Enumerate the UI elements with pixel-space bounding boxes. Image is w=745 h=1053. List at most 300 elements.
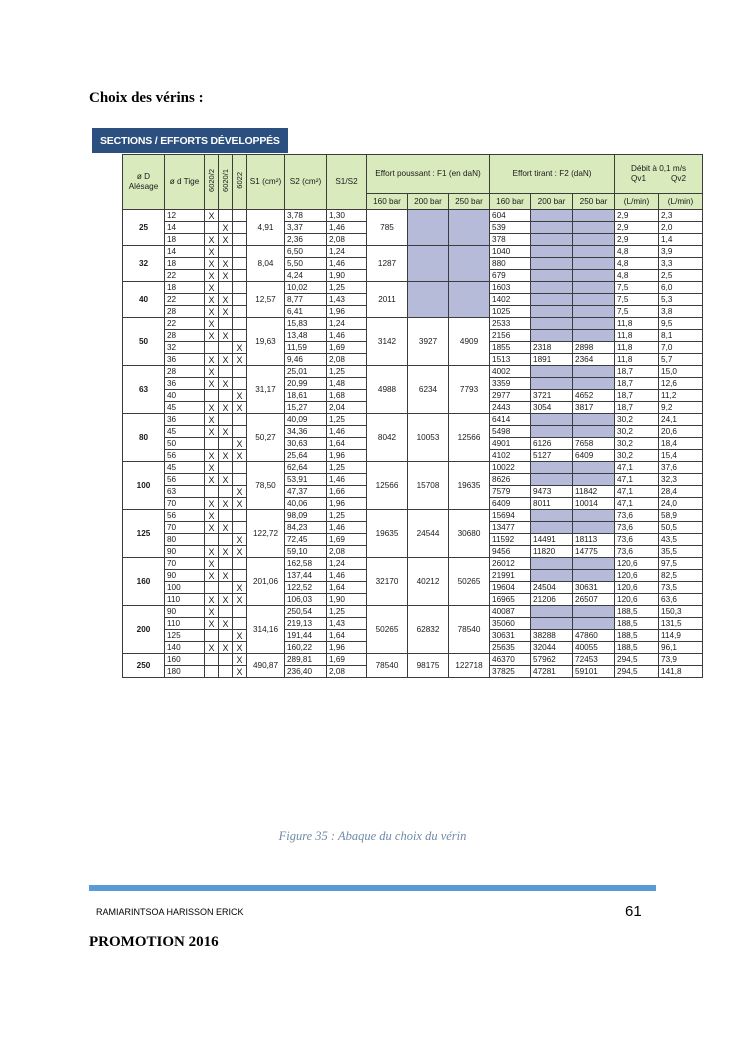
ratio-cell: 1,25 bbox=[327, 510, 367, 522]
compat-6020-1-cell: X bbox=[219, 522, 233, 534]
compat-6020-2-cell: X bbox=[205, 546, 219, 558]
compat-6020-2-cell bbox=[205, 630, 219, 642]
qv2-cell: 50,5 bbox=[659, 522, 703, 534]
f1-250-cell bbox=[449, 210, 490, 246]
header-6020-2 bbox=[205, 155, 219, 210]
compat-6020-1-cell bbox=[219, 534, 233, 546]
tige-cell: 18 bbox=[165, 258, 205, 270]
compat-6020-2-cell: X bbox=[205, 270, 219, 282]
header-tige: ø d Tige bbox=[165, 155, 205, 210]
header-f2: Effort tirant : F2 (daN) bbox=[490, 155, 615, 194]
s2-cell: 47,37 bbox=[285, 486, 327, 498]
tige-cell: 32 bbox=[165, 342, 205, 354]
s2-cell: 8,77 bbox=[285, 294, 327, 306]
compat-6022-cell bbox=[233, 378, 247, 390]
f2-250-cell bbox=[573, 414, 615, 426]
f2-200-cell bbox=[531, 474, 573, 486]
f2-250-cell bbox=[573, 234, 615, 246]
ratio-cell: 1,43 bbox=[327, 618, 367, 630]
s2-cell: 3,78 bbox=[285, 210, 327, 222]
tige-cell: 180 bbox=[165, 666, 205, 678]
qv2-cell: 58,9 bbox=[659, 510, 703, 522]
qv1-cell: 7,5 bbox=[615, 294, 659, 306]
tige-cell: 36 bbox=[165, 378, 205, 390]
f1-250-cell: 7793 bbox=[449, 366, 490, 414]
ratio-cell: 1,46 bbox=[327, 222, 367, 234]
qv2-cell: 15,4 bbox=[659, 450, 703, 462]
qv1-cell: 4,8 bbox=[615, 270, 659, 282]
qv2-cell: 96,1 bbox=[659, 642, 703, 654]
ratio-cell: 2,08 bbox=[327, 546, 367, 558]
compat-6022-cell bbox=[233, 618, 247, 630]
f2-160-cell: 3359 bbox=[490, 378, 531, 390]
f1-160-cell: 8042 bbox=[367, 414, 408, 462]
compat-6020-1-cell: X bbox=[219, 642, 233, 654]
tige-cell: 90 bbox=[165, 570, 205, 582]
table-row bbox=[123, 246, 703, 258]
compat-6020-1-cell bbox=[219, 558, 233, 570]
header-f2-160: 160 bar bbox=[490, 194, 531, 210]
compat-6020-2-cell: X bbox=[205, 522, 219, 534]
s2-cell: 3,37 bbox=[285, 222, 327, 234]
f2-160-cell: 37825 bbox=[490, 666, 531, 678]
compat-6020-2-cell bbox=[205, 342, 219, 354]
compat-6020-2-cell bbox=[205, 654, 219, 666]
compat-6020-2-cell: X bbox=[205, 330, 219, 342]
f2-200-cell bbox=[531, 282, 573, 294]
qv2-cell: 18,4 bbox=[659, 438, 703, 450]
ratio-cell: 1,66 bbox=[327, 486, 367, 498]
ratio-cell: 1,25 bbox=[327, 606, 367, 618]
ratio-cell: 1,46 bbox=[327, 522, 367, 534]
header-alesage: ø D Alésage bbox=[123, 155, 165, 210]
tige-cell: 28 bbox=[165, 306, 205, 318]
compat-6022-cell bbox=[233, 522, 247, 534]
f2-200-cell: 38288 bbox=[531, 630, 573, 642]
f2-250-cell: 7658 bbox=[573, 438, 615, 450]
tige-cell: 45 bbox=[165, 426, 205, 438]
compat-6020-2-cell bbox=[205, 534, 219, 546]
f1-200-cell: 10053 bbox=[408, 414, 449, 462]
f2-200-cell bbox=[531, 510, 573, 522]
f2-250-cell bbox=[573, 522, 615, 534]
f1-200-cell bbox=[408, 210, 449, 246]
f2-250-cell: 4652 bbox=[573, 390, 615, 402]
compat-6022-cell bbox=[233, 282, 247, 294]
page-number: 61 bbox=[625, 903, 642, 920]
s1-cell: 4,91 bbox=[247, 210, 285, 246]
header-6020-1-label: 6020/1 bbox=[220, 169, 230, 192]
f1-200-cell: 15708 bbox=[408, 462, 449, 510]
qv2-cell: 20,6 bbox=[659, 426, 703, 438]
f1-160-cell: 19635 bbox=[367, 510, 408, 558]
s2-cell: 106,03 bbox=[285, 594, 327, 606]
f2-200-cell: 2318 bbox=[531, 342, 573, 354]
qv1-cell: 120,6 bbox=[615, 582, 659, 594]
ratio-cell: 1,69 bbox=[327, 342, 367, 354]
s2-cell: 59,10 bbox=[285, 546, 327, 558]
f2-200-cell bbox=[531, 246, 573, 258]
s1-cell: 12,57 bbox=[247, 282, 285, 318]
figure-caption: Figure 35 : Abaque du choix du vérin bbox=[278, 829, 467, 843]
ratio-cell: 1,46 bbox=[327, 426, 367, 438]
qv1-cell: 2,9 bbox=[615, 234, 659, 246]
f1-200-cell: 40212 bbox=[408, 558, 449, 606]
tige-cell: 22 bbox=[165, 294, 205, 306]
f2-250-cell bbox=[573, 258, 615, 270]
f2-250-cell bbox=[573, 462, 615, 474]
s2-cell: 20,99 bbox=[285, 378, 327, 390]
tige-cell: 22 bbox=[165, 318, 205, 330]
f2-250-cell: 26507 bbox=[573, 594, 615, 606]
f2-200-cell bbox=[531, 414, 573, 426]
s2-cell: 13,48 bbox=[285, 330, 327, 342]
qv1-cell: 73,6 bbox=[615, 534, 659, 546]
f2-250-cell bbox=[573, 570, 615, 582]
alesage-cell: 160 bbox=[123, 558, 165, 606]
tige-cell: 14 bbox=[165, 222, 205, 234]
table-row bbox=[123, 558, 703, 570]
f1-200-cell bbox=[408, 282, 449, 318]
ratio-cell: 1,68 bbox=[327, 390, 367, 402]
header-qv2-unit: (L/min) bbox=[659, 194, 703, 210]
s2-cell: 98,09 bbox=[285, 510, 327, 522]
ratio-cell: 1,43 bbox=[327, 294, 367, 306]
compat-6022-cell bbox=[233, 462, 247, 474]
tige-cell: 110 bbox=[165, 618, 205, 630]
f2-250-cell bbox=[573, 510, 615, 522]
s1-cell: 201,06 bbox=[247, 558, 285, 606]
qv1-cell: 73,6 bbox=[615, 510, 659, 522]
compat-6020-1-cell bbox=[219, 630, 233, 642]
compat-6022-cell: X bbox=[233, 390, 247, 402]
qv2-cell: 73,9 bbox=[659, 654, 703, 666]
f2-250-cell: 30631 bbox=[573, 582, 615, 594]
qv1-cell: 11,8 bbox=[615, 342, 659, 354]
f2-160-cell: 8626 bbox=[490, 474, 531, 486]
s2-cell: 25,01 bbox=[285, 366, 327, 378]
s2-cell: 34,36 bbox=[285, 426, 327, 438]
compat-6022-cell: X bbox=[233, 438, 247, 450]
qv1-cell: 11,8 bbox=[615, 318, 659, 330]
qv1-cell: 188,5 bbox=[615, 618, 659, 630]
tige-cell: 140 bbox=[165, 642, 205, 654]
tige-cell: 22 bbox=[165, 270, 205, 282]
qv1-cell: 47,1 bbox=[615, 462, 659, 474]
compat-6022-cell bbox=[233, 366, 247, 378]
tige-cell: 56 bbox=[165, 474, 205, 486]
alesage-cell: 80 bbox=[123, 414, 165, 462]
ratio-cell: 1,25 bbox=[327, 414, 367, 426]
compat-6022-cell: X bbox=[233, 582, 247, 594]
header-f1: Effort poussant : F1 (en daN) bbox=[367, 155, 490, 194]
compat-6020-1-cell bbox=[219, 666, 233, 678]
qv2-cell: 141,8 bbox=[659, 666, 703, 678]
alesage-cell: 40 bbox=[123, 282, 165, 318]
ratio-cell: 1,64 bbox=[327, 630, 367, 642]
tige-cell: 45 bbox=[165, 402, 205, 414]
compat-6022-cell: X bbox=[233, 402, 247, 414]
f2-160-cell: 880 bbox=[490, 258, 531, 270]
table-row bbox=[123, 510, 703, 522]
f2-200-cell: 3721 bbox=[531, 390, 573, 402]
qv1-cell: 18,7 bbox=[615, 390, 659, 402]
compat-6020-1-cell: X bbox=[219, 618, 233, 630]
f2-250-cell bbox=[573, 330, 615, 342]
compat-6022-cell: X bbox=[233, 498, 247, 510]
compat-6020-1-cell bbox=[219, 654, 233, 666]
ratio-cell: 1,96 bbox=[327, 642, 367, 654]
compat-6022-cell bbox=[233, 258, 247, 270]
qv1-cell: 188,5 bbox=[615, 630, 659, 642]
f2-250-cell: 10014 bbox=[573, 498, 615, 510]
compat-6020-2-cell: X bbox=[205, 498, 219, 510]
f2-200-cell bbox=[531, 306, 573, 318]
f2-250-cell: 72453 bbox=[573, 654, 615, 666]
alesage-cell: 200 bbox=[123, 606, 165, 654]
ratio-cell: 1,25 bbox=[327, 282, 367, 294]
compat-6020-2-cell: X bbox=[205, 426, 219, 438]
tige-cell: 36 bbox=[165, 354, 205, 366]
f2-160-cell: 35060 bbox=[490, 618, 531, 630]
s1-cell: 490,87 bbox=[247, 654, 285, 678]
qv2-cell: 24,0 bbox=[659, 498, 703, 510]
compat-6020-2-cell bbox=[205, 486, 219, 498]
compat-6022-cell: X bbox=[233, 546, 247, 558]
ratio-cell: 2,08 bbox=[327, 354, 367, 366]
compat-6020-2-cell bbox=[205, 438, 219, 450]
qv2-cell: 9,2 bbox=[659, 402, 703, 414]
tige-cell: 36 bbox=[165, 414, 205, 426]
compat-6020-2-cell: X bbox=[205, 510, 219, 522]
alesage-cell: 125 bbox=[123, 510, 165, 558]
s2-cell: 4,24 bbox=[285, 270, 327, 282]
f1-250-cell: 122718 bbox=[449, 654, 490, 678]
header-6020-2-label: 6020/2 bbox=[206, 169, 216, 192]
ratio-cell: 1,25 bbox=[327, 462, 367, 474]
s2-cell: 72,45 bbox=[285, 534, 327, 546]
compat-6020-1-cell bbox=[219, 390, 233, 402]
f1-160-cell: 4988 bbox=[367, 366, 408, 414]
s1-cell: 31,17 bbox=[247, 366, 285, 414]
f1-160-cell: 785 bbox=[367, 210, 408, 246]
f2-250-cell: 47860 bbox=[573, 630, 615, 642]
s2-cell: 18,61 bbox=[285, 390, 327, 402]
s2-cell: 250,54 bbox=[285, 606, 327, 618]
f1-200-cell: 98175 bbox=[408, 654, 449, 678]
compat-6020-2-cell: X bbox=[205, 318, 219, 330]
f2-160-cell: 13477 bbox=[490, 522, 531, 534]
qv1-cell: 120,6 bbox=[615, 594, 659, 606]
compat-6020-2-cell: X bbox=[205, 474, 219, 486]
cylinder-selection-table bbox=[122, 154, 703, 678]
compat-6022-cell bbox=[233, 318, 247, 330]
compat-6022-cell: X bbox=[233, 342, 247, 354]
s2-cell: 53,91 bbox=[285, 474, 327, 486]
compat-6020-2-cell: X bbox=[205, 606, 219, 618]
compat-6022-cell bbox=[233, 510, 247, 522]
s2-cell: 137,44 bbox=[285, 570, 327, 582]
f2-160-cell: 378 bbox=[490, 234, 531, 246]
ratio-cell: 1,96 bbox=[327, 306, 367, 318]
qv2-cell: 2,3 bbox=[659, 210, 703, 222]
f2-200-cell bbox=[531, 606, 573, 618]
f2-250-cell bbox=[573, 294, 615, 306]
compat-6020-2-cell: X bbox=[205, 294, 219, 306]
f1-160-cell: 2011 bbox=[367, 282, 408, 318]
header-f1-200: 200 bar bbox=[408, 194, 449, 210]
f2-200-cell bbox=[531, 330, 573, 342]
compat-6022-cell bbox=[233, 270, 247, 282]
compat-6020-1-cell bbox=[219, 486, 233, 498]
s1-cell: 314,16 bbox=[247, 606, 285, 654]
table-row bbox=[123, 414, 703, 426]
tige-cell: 18 bbox=[165, 282, 205, 294]
tige-cell: 70 bbox=[165, 522, 205, 534]
ratio-cell: 1,64 bbox=[327, 438, 367, 450]
f2-200-cell: 6126 bbox=[531, 438, 573, 450]
compat-6020-1-cell: X bbox=[219, 234, 233, 246]
f2-160-cell: 2156 bbox=[490, 330, 531, 342]
compat-6020-1-cell: X bbox=[219, 402, 233, 414]
table-row bbox=[123, 210, 703, 222]
f2-160-cell: 9456 bbox=[490, 546, 531, 558]
section-heading: Choix des vérins : bbox=[89, 90, 204, 106]
qv2-cell: 37,6 bbox=[659, 462, 703, 474]
s2-cell: 62,64 bbox=[285, 462, 327, 474]
compat-6020-2-cell: X bbox=[205, 450, 219, 462]
s2-cell: 191,44 bbox=[285, 630, 327, 642]
header-6020-1 bbox=[219, 155, 233, 210]
f2-160-cell: 19604 bbox=[490, 582, 531, 594]
qv1-cell: 11,8 bbox=[615, 330, 659, 342]
f2-200-cell bbox=[531, 222, 573, 234]
f2-160-cell: 6409 bbox=[490, 498, 531, 510]
s2-cell: 289,81 bbox=[285, 654, 327, 666]
footer-promotion: PROMOTION 2016 bbox=[89, 934, 219, 950]
tige-cell: 50 bbox=[165, 438, 205, 450]
header-s2: S2 (cm²) bbox=[285, 155, 327, 210]
compat-6020-1-cell: X bbox=[219, 498, 233, 510]
sections-efforts-figure bbox=[92, 128, 702, 677]
s2-cell: 15,27 bbox=[285, 402, 327, 414]
qv2-cell: 63,6 bbox=[659, 594, 703, 606]
s2-cell: 10,02 bbox=[285, 282, 327, 294]
compat-6022-cell bbox=[233, 426, 247, 438]
qv2-cell: 43,5 bbox=[659, 534, 703, 546]
ratio-cell: 1,96 bbox=[327, 450, 367, 462]
f2-200-cell bbox=[531, 462, 573, 474]
f2-200-cell bbox=[531, 366, 573, 378]
ratio-cell: 2,08 bbox=[327, 234, 367, 246]
compat-6020-2-cell bbox=[205, 222, 219, 234]
s2-cell: 25,64 bbox=[285, 450, 327, 462]
f1-200-cell: 3927 bbox=[408, 318, 449, 366]
f1-160-cell: 3142 bbox=[367, 318, 408, 366]
qv2-cell: 35,5 bbox=[659, 546, 703, 558]
qv1-cell: 120,6 bbox=[615, 558, 659, 570]
tige-cell: 80 bbox=[165, 534, 205, 546]
qv2-cell: 3,3 bbox=[659, 258, 703, 270]
compat-6020-2-cell bbox=[205, 390, 219, 402]
s2-cell: 30,63 bbox=[285, 438, 327, 450]
f1-200-cell: 6234 bbox=[408, 366, 449, 414]
compat-6020-1-cell bbox=[219, 438, 233, 450]
f2-160-cell: 1603 bbox=[490, 282, 531, 294]
f1-200-cell: 62832 bbox=[408, 606, 449, 654]
s2-cell: 40,09 bbox=[285, 414, 327, 426]
f2-250-cell: 3817 bbox=[573, 402, 615, 414]
f2-200-cell: 5127 bbox=[531, 450, 573, 462]
header-f2-250: 250 bar bbox=[573, 194, 615, 210]
compat-6022-cell bbox=[233, 570, 247, 582]
alesage-cell: 32 bbox=[123, 246, 165, 282]
compat-6020-1-cell: X bbox=[219, 270, 233, 282]
qv2-cell: 150,3 bbox=[659, 606, 703, 618]
header-f1-160: 160 bar bbox=[367, 194, 408, 210]
tige-cell: 56 bbox=[165, 450, 205, 462]
ratio-cell: 1,69 bbox=[327, 654, 367, 666]
compat-6022-cell: X bbox=[233, 354, 247, 366]
compat-6020-2-cell: X bbox=[205, 234, 219, 246]
compat-6020-2-cell: X bbox=[205, 306, 219, 318]
compat-6020-2-cell: X bbox=[205, 642, 219, 654]
ratio-cell: 1,24 bbox=[327, 558, 367, 570]
f2-160-cell: 2977 bbox=[490, 390, 531, 402]
compat-6020-1-cell bbox=[219, 366, 233, 378]
f1-250-cell bbox=[449, 246, 490, 282]
f2-160-cell: 2443 bbox=[490, 402, 531, 414]
ratio-cell: 1,46 bbox=[327, 474, 367, 486]
compat-6020-1-cell: X bbox=[219, 570, 233, 582]
f2-250-cell bbox=[573, 306, 615, 318]
f1-250-cell bbox=[449, 282, 490, 318]
f2-250-cell bbox=[573, 378, 615, 390]
tige-cell: 160 bbox=[165, 654, 205, 666]
s2-cell: 2,36 bbox=[285, 234, 327, 246]
qv2-cell: 131,5 bbox=[659, 618, 703, 630]
qv1-cell: 47,1 bbox=[615, 498, 659, 510]
qv1-cell: 120,6 bbox=[615, 570, 659, 582]
compat-6020-1-cell bbox=[219, 582, 233, 594]
f2-200-cell bbox=[531, 234, 573, 246]
ratio-cell: 1,90 bbox=[327, 270, 367, 282]
compat-6020-1-cell: X bbox=[219, 330, 233, 342]
f2-250-cell bbox=[573, 270, 615, 282]
qv2-cell: 114,9 bbox=[659, 630, 703, 642]
f2-200-cell bbox=[531, 522, 573, 534]
f2-200-cell: 11820 bbox=[531, 546, 573, 558]
f2-200-cell bbox=[531, 270, 573, 282]
compat-6022-cell: X bbox=[233, 594, 247, 606]
f2-200-cell bbox=[531, 294, 573, 306]
qv1-cell: 18,7 bbox=[615, 378, 659, 390]
qv1-cell: 18,7 bbox=[615, 402, 659, 414]
f2-160-cell: 539 bbox=[490, 222, 531, 234]
s1-cell: 19,63 bbox=[247, 318, 285, 366]
compat-6020-2-cell: X bbox=[205, 462, 219, 474]
compat-6020-1-cell bbox=[219, 606, 233, 618]
compat-6020-2-cell: X bbox=[205, 618, 219, 630]
qv2-cell: 5,3 bbox=[659, 294, 703, 306]
tige-cell: 70 bbox=[165, 498, 205, 510]
s2-cell: 11,59 bbox=[285, 342, 327, 354]
compat-6022-cell: X bbox=[233, 450, 247, 462]
tige-cell: 90 bbox=[165, 546, 205, 558]
f1-250-cell: 19635 bbox=[449, 462, 490, 510]
f2-160-cell: 10022 bbox=[490, 462, 531, 474]
f2-160-cell: 25635 bbox=[490, 642, 531, 654]
